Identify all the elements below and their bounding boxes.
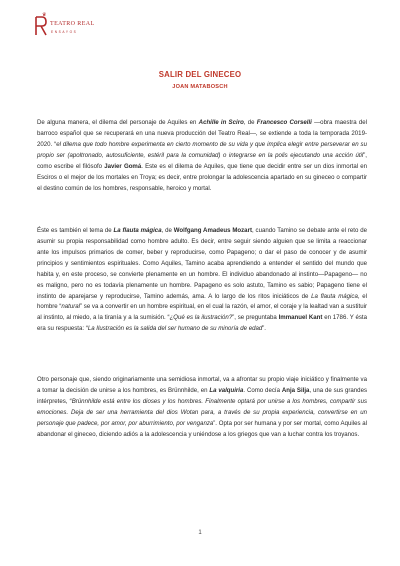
logo-subtitle: ENSAYOS: [51, 30, 78, 34]
paragraph-2: Éste es también el tema de La flauta mágica, de Wolfgang Amadeus Mozart, cuando Tamino se debate ante el reto de asumir su propia responsabilidad como hombre adulto. Es decir, entre seguir siendo alguien que se limita a reaccionar ante los impulsos primarios de comer, beber y reproducirse, como Papageno; o dar el paso de conocer y de asumir principios y sentimientos espirituales. Como Aquiles, Tamino acaba aprendiendo a entender el sentido del mundo que habita y, en este proceso, se convierte plenamente en un hombre. El individuo abandonado al instinto—Papageno— no es maligno, pero no es todavía plenamente un hombre. Papageno es solo astuto, Tamino es sabio; Papageno tiene el instinto de aparejarse y reproducirse, Tamino además, ama. A lo largo de los ritos iniciáticos de La flauta mágica, el hombre “natural” se va a convertir en un hombre espiritual, en el cual la razón, el amor, el coraje y la lealtad van a sustituir al instinto, al miedo, a la tiranía y a la sumisión. “¿Qué es la ilustración?”, se preguntaba Immanuel Kant en 1786. Y ésta era su respuesta: “La Ilustración es la salida del ser humano de su minoría de edad”.: [37, 227, 367, 333]
page-number: 1: [198, 530, 202, 536]
logo-name: TEATRO REAL: [50, 21, 95, 27]
crown-icon: ♛: [42, 12, 47, 18]
article-title: SALIR DEL GINECEO: [158, 70, 242, 79]
paragraph-3: Otro personaje que, siendo originariamente una semidiosa inmortal, va a afrontar su propio viaje iniciático y finalmente va a tomar la decisión de unirse a los hombres, es Brünnhilde, en La valquiria. Como decía Anja Silja, una de sus grandes intérpretes, “Brünnhilde está entre los dioses y los hombres. Finalmente optará por unirse a los hombres, compartir sus emociones. Deja de ser una herramienta del dios Wotan para, a través de su propia experiencia, convertirse en un personaje que padece, por amor, por aburrimiento, por venganza”. Opta por ser humana y por ser mortal, como Aquiles al abandonar el gineceo, diciendo adiós a la adolescencia y uniéndose a los griegos que van a luchar contra los troyanos.: [37, 376, 368, 438]
article-author: JOAN MATABOSCH: [172, 84, 228, 90]
paragraph-1: De alguna manera, el dilema del personaje de Aquiles en Achille in Sciro, de Francesco Corselli —obra maestra del barroco español que se recuperará en una nueva producción del Teatro Real—, se extiende a toda la temporada 2019-2020. “el dilema que todo hombre experimenta en cierto momento de su vida y que implica elegir entre perseverar en su propio ser (apoltronado, autosuficiente, estéril para la comunidad) o integrarse en la polis ejecutando una acción útil”, como escribe el filósofo Javier Gomá. Este es el dilema de Aquiles, que tiene que decidir entre ser un dios inmortal en Esciros o el mejor de los mortales en Troya; es decir, entre prolongar la adolescencia apartado en su gineceo o compartir el destino común de los hombres, responsable, heroico y mortal.: [37, 119, 368, 192]
teatro-real-logo: [34, 12, 114, 42]
